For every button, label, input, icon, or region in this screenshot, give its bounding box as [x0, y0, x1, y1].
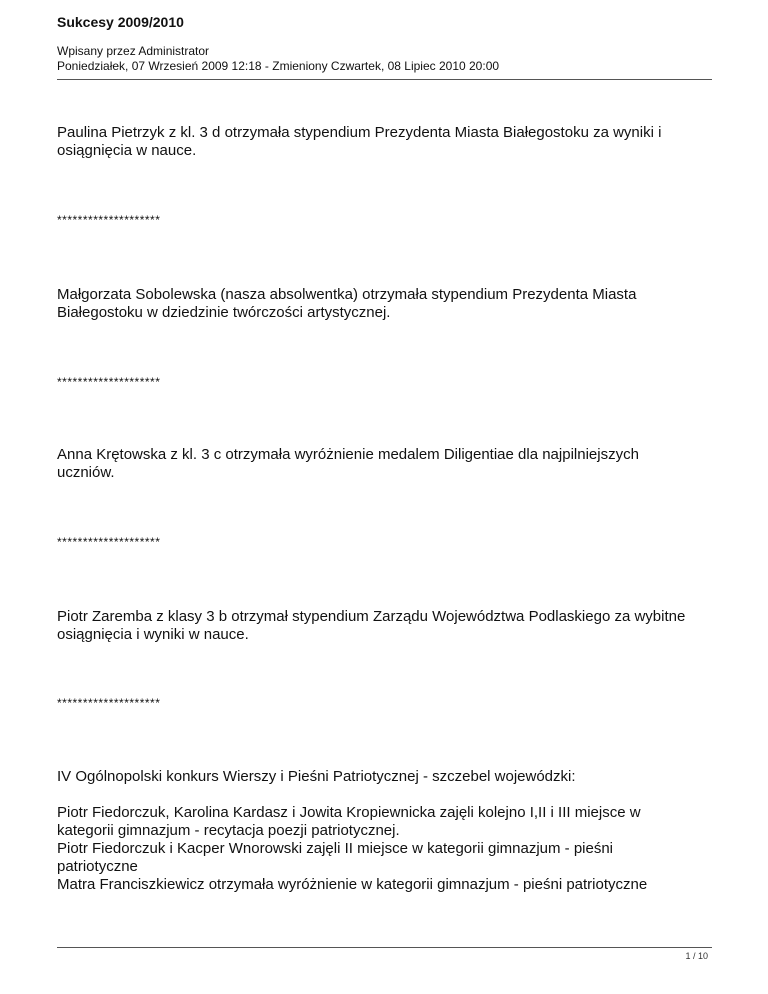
- paragraph-stypendium-zaremba: [57, 608, 717, 644]
- paragraph-stypendium-sobolewska: [57, 286, 717, 322]
- paragraph-stypendium-pietrzyk: [57, 124, 717, 160]
- author-line: Wpisany przez Administrator: [57, 44, 210, 58]
- page-number: 1 / 10: [685, 951, 708, 961]
- separator-stars: ********************: [57, 696, 161, 710]
- text-line: Małgorzata Sobolewska (nasza absolwentka) otrzymała stypendium Prezydenta Miasta: [57, 286, 637, 303]
- text-line: Białegostoku w dziedzinie twórczości artystycznej.: [57, 304, 391, 321]
- page-title: Sukcesy 2009/2010: [57, 14, 184, 30]
- text-line: Paulina Pietrzyk z kl. 3 d otrzymała stypendium Prezydenta Miasta Białegostoku za wyniki i: [57, 124, 662, 141]
- text-line: kategorii gimnazjum - recytacja poezji patriotycznej.: [57, 822, 400, 839]
- text-line: Piotr Zaremba z klasy 3 b otrzymał stypendium Zarządu Województwa Podlaskiego za wybitne: [57, 608, 686, 625]
- text-line: Piotr Fiedorczuk, Karolina Kardasz i Jowita Kropiewnicka zajęli kolejno I,II i III miejsce w: [57, 804, 641, 821]
- separator-stars: ********************: [57, 213, 161, 227]
- text-line: Anna Krętowska z kl. 3 c otrzymała wyróżnienie medalem Diligentiae dla najpilniejszych: [57, 446, 639, 463]
- footer-divider: [57, 947, 712, 948]
- text-line: Piotr Fiedorczuk i Kacper Wnorowski zajęli II miejsce w kategorii gimnazjum - pieśni: [57, 840, 614, 857]
- header-divider: [57, 79, 712, 80]
- text-line: osiągnięcia w nauce.: [57, 142, 197, 159]
- separator-stars: ********************: [57, 375, 161, 389]
- date-line: Poniedziałek, 07 Wrzesień 2009 12:18 - Zmieniony Czwartek, 08 Lipiec 2010 20:00: [57, 59, 500, 73]
- paragraph-konkurs-heading: [57, 768, 717, 786]
- paragraph-konkurs-results: [57, 804, 717, 894]
- text-line: IV Ogólnopolski konkurs Wierszy i Pieśni Patriotycznej - szczebel wojewódzki:: [57, 768, 576, 785]
- article-meta: [57, 44, 499, 74]
- text-line: uczniów.: [57, 464, 115, 481]
- text-line: osiągnięcia i wyniki w nauce.: [57, 626, 249, 643]
- separator-stars: ********************: [57, 535, 161, 549]
- text-line: Matra Franciszkiewicz otrzymała wyróżnienie w kategorii gimnazjum - pieśni patriotyczne: [57, 876, 648, 893]
- text-line: patriotyczne: [57, 858, 138, 875]
- paragraph-medal-kretowska: [57, 446, 717, 482]
